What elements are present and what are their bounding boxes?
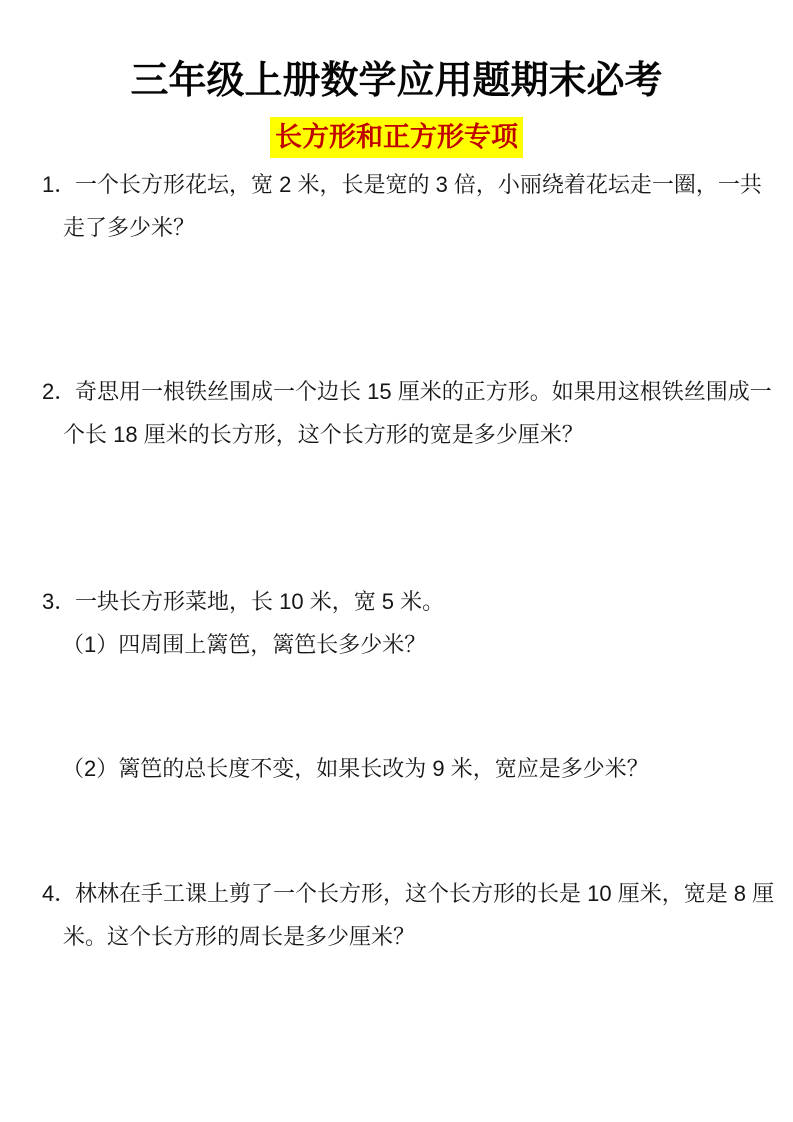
problem-2-number: 2．: [42, 379, 77, 404]
problem-2-text: 奇思用一根铁丝围成一个边长 15 厘米的正方形。如果用这根铁丝围成一: [75, 379, 772, 404]
problem-1: [42, 163, 765, 249]
problem-3-number: 3．: [42, 589, 77, 614]
problem-3-line-1: [42, 580, 765, 623]
problem-3-sub-question-2: （2）篱笆的总长度不变，如果长改为 9 米，宽应是多少米？: [62, 756, 649, 781]
problem-3-text: 一块长方形菜地，长 10 米，宽 5 米。: [75, 589, 445, 614]
problem-2-line-2: 个长 18 厘米的长方形，这个长方形的宽是多少厘米？: [63, 422, 584, 447]
problem-2-line-1: [42, 370, 772, 413]
problem-list: [42, 163, 775, 958]
problem-4-text: 林林在手工课上剪了一个长方形，这个长方形的长是 10 厘米，宽是 8 厘: [75, 881, 775, 906]
problem-4-number: 4．: [42, 881, 77, 906]
problem-1-line-1: [42, 163, 765, 206]
problem-1-number: 1．: [42, 172, 77, 197]
problem-2: [42, 370, 772, 456]
section-subtitle: 长方形和正方形专项: [270, 117, 523, 158]
problem-1-line-2: 走了多少米？: [63, 215, 196, 240]
problem-1-text: 一个长方形花坛，宽 2 米，长是宽的 3 倍，小丽绕着花坛走一圈，一共: [75, 172, 762, 197]
problem-3-sub-question-1: （1）四周围上篱笆，篱笆长多少米？: [62, 632, 427, 657]
subtitle-row: [0, 117, 793, 158]
page-title: 三年级上册数学应用题期末必考: [130, 60, 663, 102]
problem-3: [42, 580, 765, 790]
problem-4-line-1: [42, 872, 775, 915]
problem-4: [42, 872, 775, 958]
problem-4-line-2: 米。这个长方形的周长是多少厘米？: [63, 924, 416, 949]
